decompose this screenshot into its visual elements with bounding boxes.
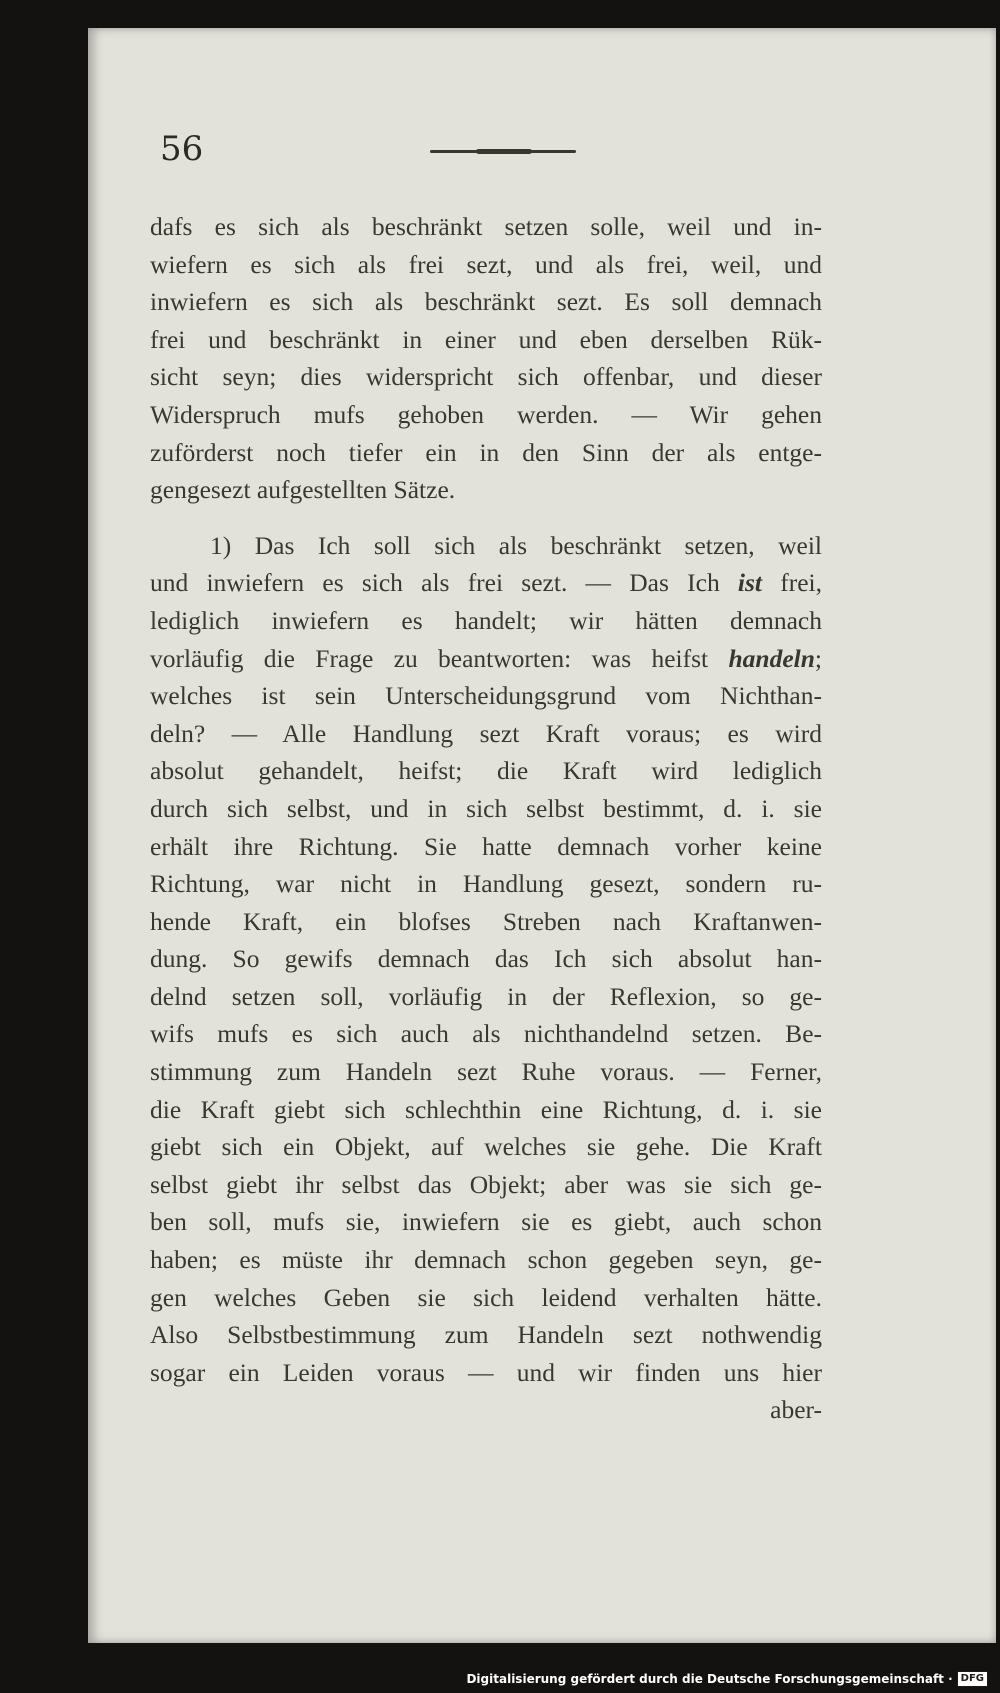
text-line: Widerspruch mufs gehoben werden. — Wir gehen bbox=[150, 399, 822, 429]
text-line: dung. So gewifs demnach das Ich sich absolut han- bbox=[150, 944, 822, 974]
text-line: wiefern es sich als frei sezt, und als frei, weil, und bbox=[150, 249, 822, 279]
line-segment: ; bbox=[814, 643, 822, 673]
text-line: erhält ihre Richtung. Sie hatte demnach vorher keine bbox=[150, 831, 822, 861]
text-line bbox=[150, 564, 822, 602]
text-line: sogar ein Leiden voraus — und wir finden uns hier bbox=[150, 1357, 822, 1387]
footer-text: Digitalisierung gefördert durch die Deutsche Forschungsgemeinschaft · bbox=[466, 1672, 953, 1686]
line-segment: vorläufig die Frage zu beantworten: was heifst bbox=[150, 643, 729, 673]
text-line: hende Kraft, ein blofses Streben nach Kraftanwen- bbox=[150, 906, 822, 936]
text-line: die Kraft giebt sich schlechthin eine Richtung, d. i. sie bbox=[150, 1094, 822, 1124]
text-line: haben; es müste ihr demnach schon gegeben seyn, ge- bbox=[150, 1245, 822, 1275]
text-line: zuförderst noch tiefer ein in den Sinn der als entge- bbox=[150, 437, 822, 467]
text-line: gen welches Geben sie sich leidend verhalten hätte. bbox=[150, 1282, 822, 1312]
text-line: delnd setzen soll, vorläufig in der Reflexion, so ge- bbox=[150, 981, 822, 1011]
page-body-text bbox=[150, 208, 822, 1429]
dfg-logo: DFG bbox=[957, 1671, 988, 1687]
line-segment: und inwiefern es sich als frei sezt. — Das Ich bbox=[150, 568, 738, 598]
page-number: 56 bbox=[160, 129, 204, 169]
emphasized-word: handeln bbox=[728, 643, 815, 673]
header-rule bbox=[430, 150, 576, 153]
text-line: 1) Das Ich soll sich als beschränkt setzen, weil bbox=[210, 530, 822, 560]
text-line: Richtung, war nicht in Handlung gesezt, sondern ru- bbox=[150, 869, 822, 899]
text-line: deln? — Alle Handlung sezt Kraft voraus; es wird bbox=[150, 718, 822, 748]
text-line: gengesezt aufgestellten Sätze. bbox=[150, 475, 456, 505]
text-line: stimmung zum Handeln sezt Ruhe voraus. — Ferner, bbox=[150, 1057, 822, 1087]
emphasized-word: ist bbox=[737, 568, 763, 598]
text-line: frei und beschränkt in einer und eben derselben Rük- bbox=[150, 324, 822, 354]
paragraph-gap bbox=[150, 509, 822, 527]
text-line: dafs es sich als beschränkt setzen solle, weil und in- bbox=[150, 212, 822, 241]
digitization-footer bbox=[466, 1669, 988, 1689]
text-line: inwiefern es sich als beschränkt sezt. Es soll demnach bbox=[150, 287, 822, 317]
catchword: aber- bbox=[770, 1395, 822, 1425]
text-line: welches ist sein Unterscheidungsgrund vom Nichthan- bbox=[150, 681, 822, 711]
text-line bbox=[150, 640, 822, 678]
text-line: sicht seyn; dies widerspricht sich offenbar, und dieser bbox=[150, 362, 822, 392]
text-line: durch sich selbst, und in sich selbst bestimmt, d. i. sie bbox=[150, 793, 822, 823]
text-line: ben soll, mufs sie, inwiefern sie es giebt, auch schon bbox=[150, 1207, 822, 1237]
text-line: selbst giebt ihr selbst das Objekt; aber was sie sich ge- bbox=[150, 1169, 822, 1199]
text-line: wifs mufs es sich auch als nichthandelnd setzen. Be- bbox=[150, 1019, 822, 1049]
text-line: lediglich inwiefern es handelt; wir hätten demnach bbox=[150, 605, 822, 635]
text-line: Also Selbstbestimmung zum Handeln sezt nothwendig bbox=[150, 1320, 822, 1350]
text-line: giebt sich ein Objekt, auf welches sie gehe. Die Kraft bbox=[150, 1132, 822, 1162]
line-segment: frei, bbox=[762, 568, 822, 598]
text-line: absolut gehandelt, heifst; die Kraft wird lediglich bbox=[150, 756, 822, 786]
